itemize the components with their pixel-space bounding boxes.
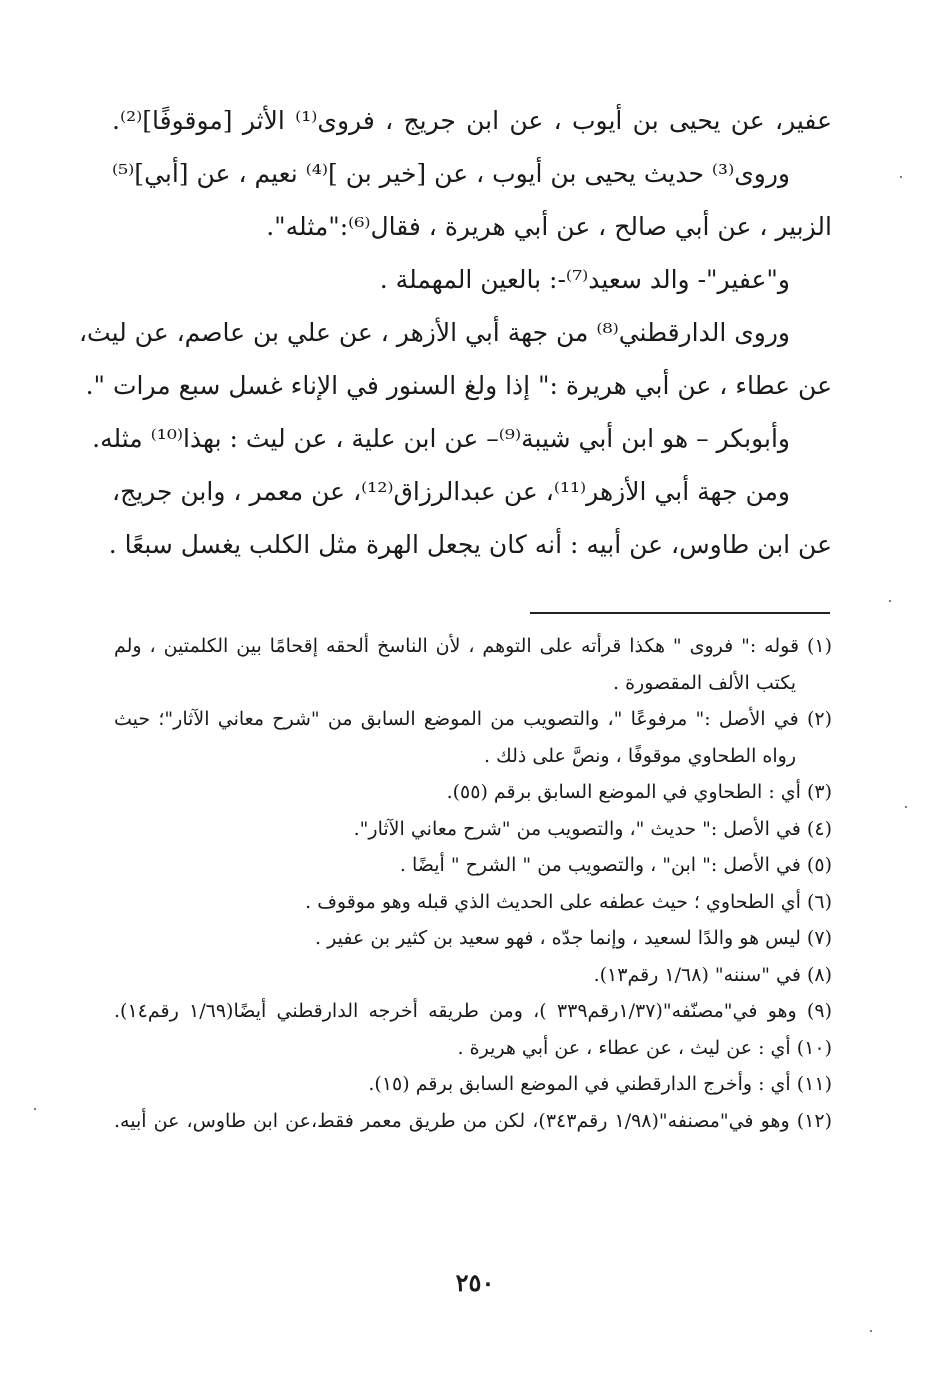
footnote-line: (١) قوله :" فروى " هكذا قرأته على التوهم ، لأن الناسخ ألحقه إقحامًا بين الكلمتين ، ولم (114, 635, 832, 657)
footnote-line: (١١) أي : وأخرج الدارقطني في الموضع السابق برقم (١٥). (368, 1073, 832, 1095)
scan-speck (905, 806, 907, 808)
scan-speck (900, 176, 902, 178)
footnote-line: (٨) في "سننه" (١/٦٨ رقم١٣). (593, 963, 832, 986)
main-text-line: وروى⁽³⁾ حديث يحيى بن أيوب ، عن [خير بن ]⁽⁴⁾ نعيم ، عن [أبي]⁽⁵⁾ (112, 159, 790, 188)
main-text-line: و"عفير"- والد سعيد⁽⁷⁾-: بالعين المهملة . (379, 265, 790, 294)
main-text-block (78, 94, 832, 571)
footnote-line: يكتب الألف المقصورة . (613, 671, 796, 694)
footnote-line: (٢) في الأصل :" مرفوعًا "، والتصويب من الموضع السابق من "شرح معاني الآثار"؛ حيث (114, 708, 832, 730)
main-text-line: ومن جهة أبي الأزهر⁽¹¹⁾، عن عبدالرزاق⁽¹²⁾، عن معمر ، وابن جريج، (112, 477, 791, 506)
scan-speck (870, 1330, 872, 1332)
footnote-line: (٥) في الأصل :" ابن" ، والتصويب من " الشرح " أيضًا . (399, 854, 832, 876)
main-text-line: وروى الدارقطني⁽⁸⁾ من جهة أبي الأزهر ، عن علي بن عاصم، عن ليث، (78, 318, 790, 347)
footnote-line: (٤) في الأصل :" حديث "، والتصويب من "شرح معاني الآثار". (353, 817, 832, 840)
footnote-line: رواه الطحاوي موقوفًا ، ونصَّ على ذلك . (483, 744, 796, 767)
main-text-line: عن عطاء ، عن أبي هريرة :" إذا ولغ السنور في الإناء غسل سبع مرات ". (85, 371, 832, 400)
footnote-separator (530, 612, 830, 614)
main-text-line: عن ابن طاوس، عن أبيه : أنه كان يجعل الهرة مثل الكلب يغسل سبعًا . (108, 530, 832, 559)
footnote-line: (١٢) وهو في"مصنفه"(١/٩٨ رقم٣٤٣)، لكن من طريق معمر فقط،عن ابن طاوس، عن أبيه. (114, 1109, 832, 1132)
main-text-line: عفير، عن يحيى بن أيوب ، عن ابن جريج ، فروى⁽¹⁾ الأثر [موقوفًا]⁽²⁾. (112, 106, 832, 135)
page-number: ٢٥٠ (455, 1268, 495, 1297)
main-text-line: الزبير ، عن أبي صالح ، عن أبي هريرة ، فقال⁽⁶⁾:"مثله". (266, 212, 832, 241)
footnote-line: (٦) أي الطحاوي ؛ حيث عطفه على الحديث الذي قبله وهو موقوف . (305, 890, 832, 913)
footnote-line: (٧) ليس هو والدًا لسعيد ، وإنما جدّه ، فهو سعيد بن كثير بن عفير . (315, 927, 832, 949)
footnote-line: (١٠) أي : عن ليث ، عن عطاء ، عن أبي هريرة . (457, 1036, 832, 1059)
footnote-line: (٩) وهو في"مصنّفه"(١/٣٧رقم٣٣٩ )، ومن طريقه أخرجه الدارقطني أيضًا(١/٦٩ رقم١٤). (114, 1000, 832, 1022)
footnotes-block (114, 628, 832, 1139)
scan-speck (34, 1108, 36, 1110)
footnote-line: (٣) أي : الطحاوي في الموضع السابق برقم (٥٥). (446, 781, 832, 803)
scan-speck (889, 600, 891, 602)
main-text-line: وأبوبكر – هو ابن أبي شيبة⁽⁹⁾– عن ابن علية ، عن ليث : بهذا⁽¹⁰⁾ مثله. (92, 424, 790, 453)
